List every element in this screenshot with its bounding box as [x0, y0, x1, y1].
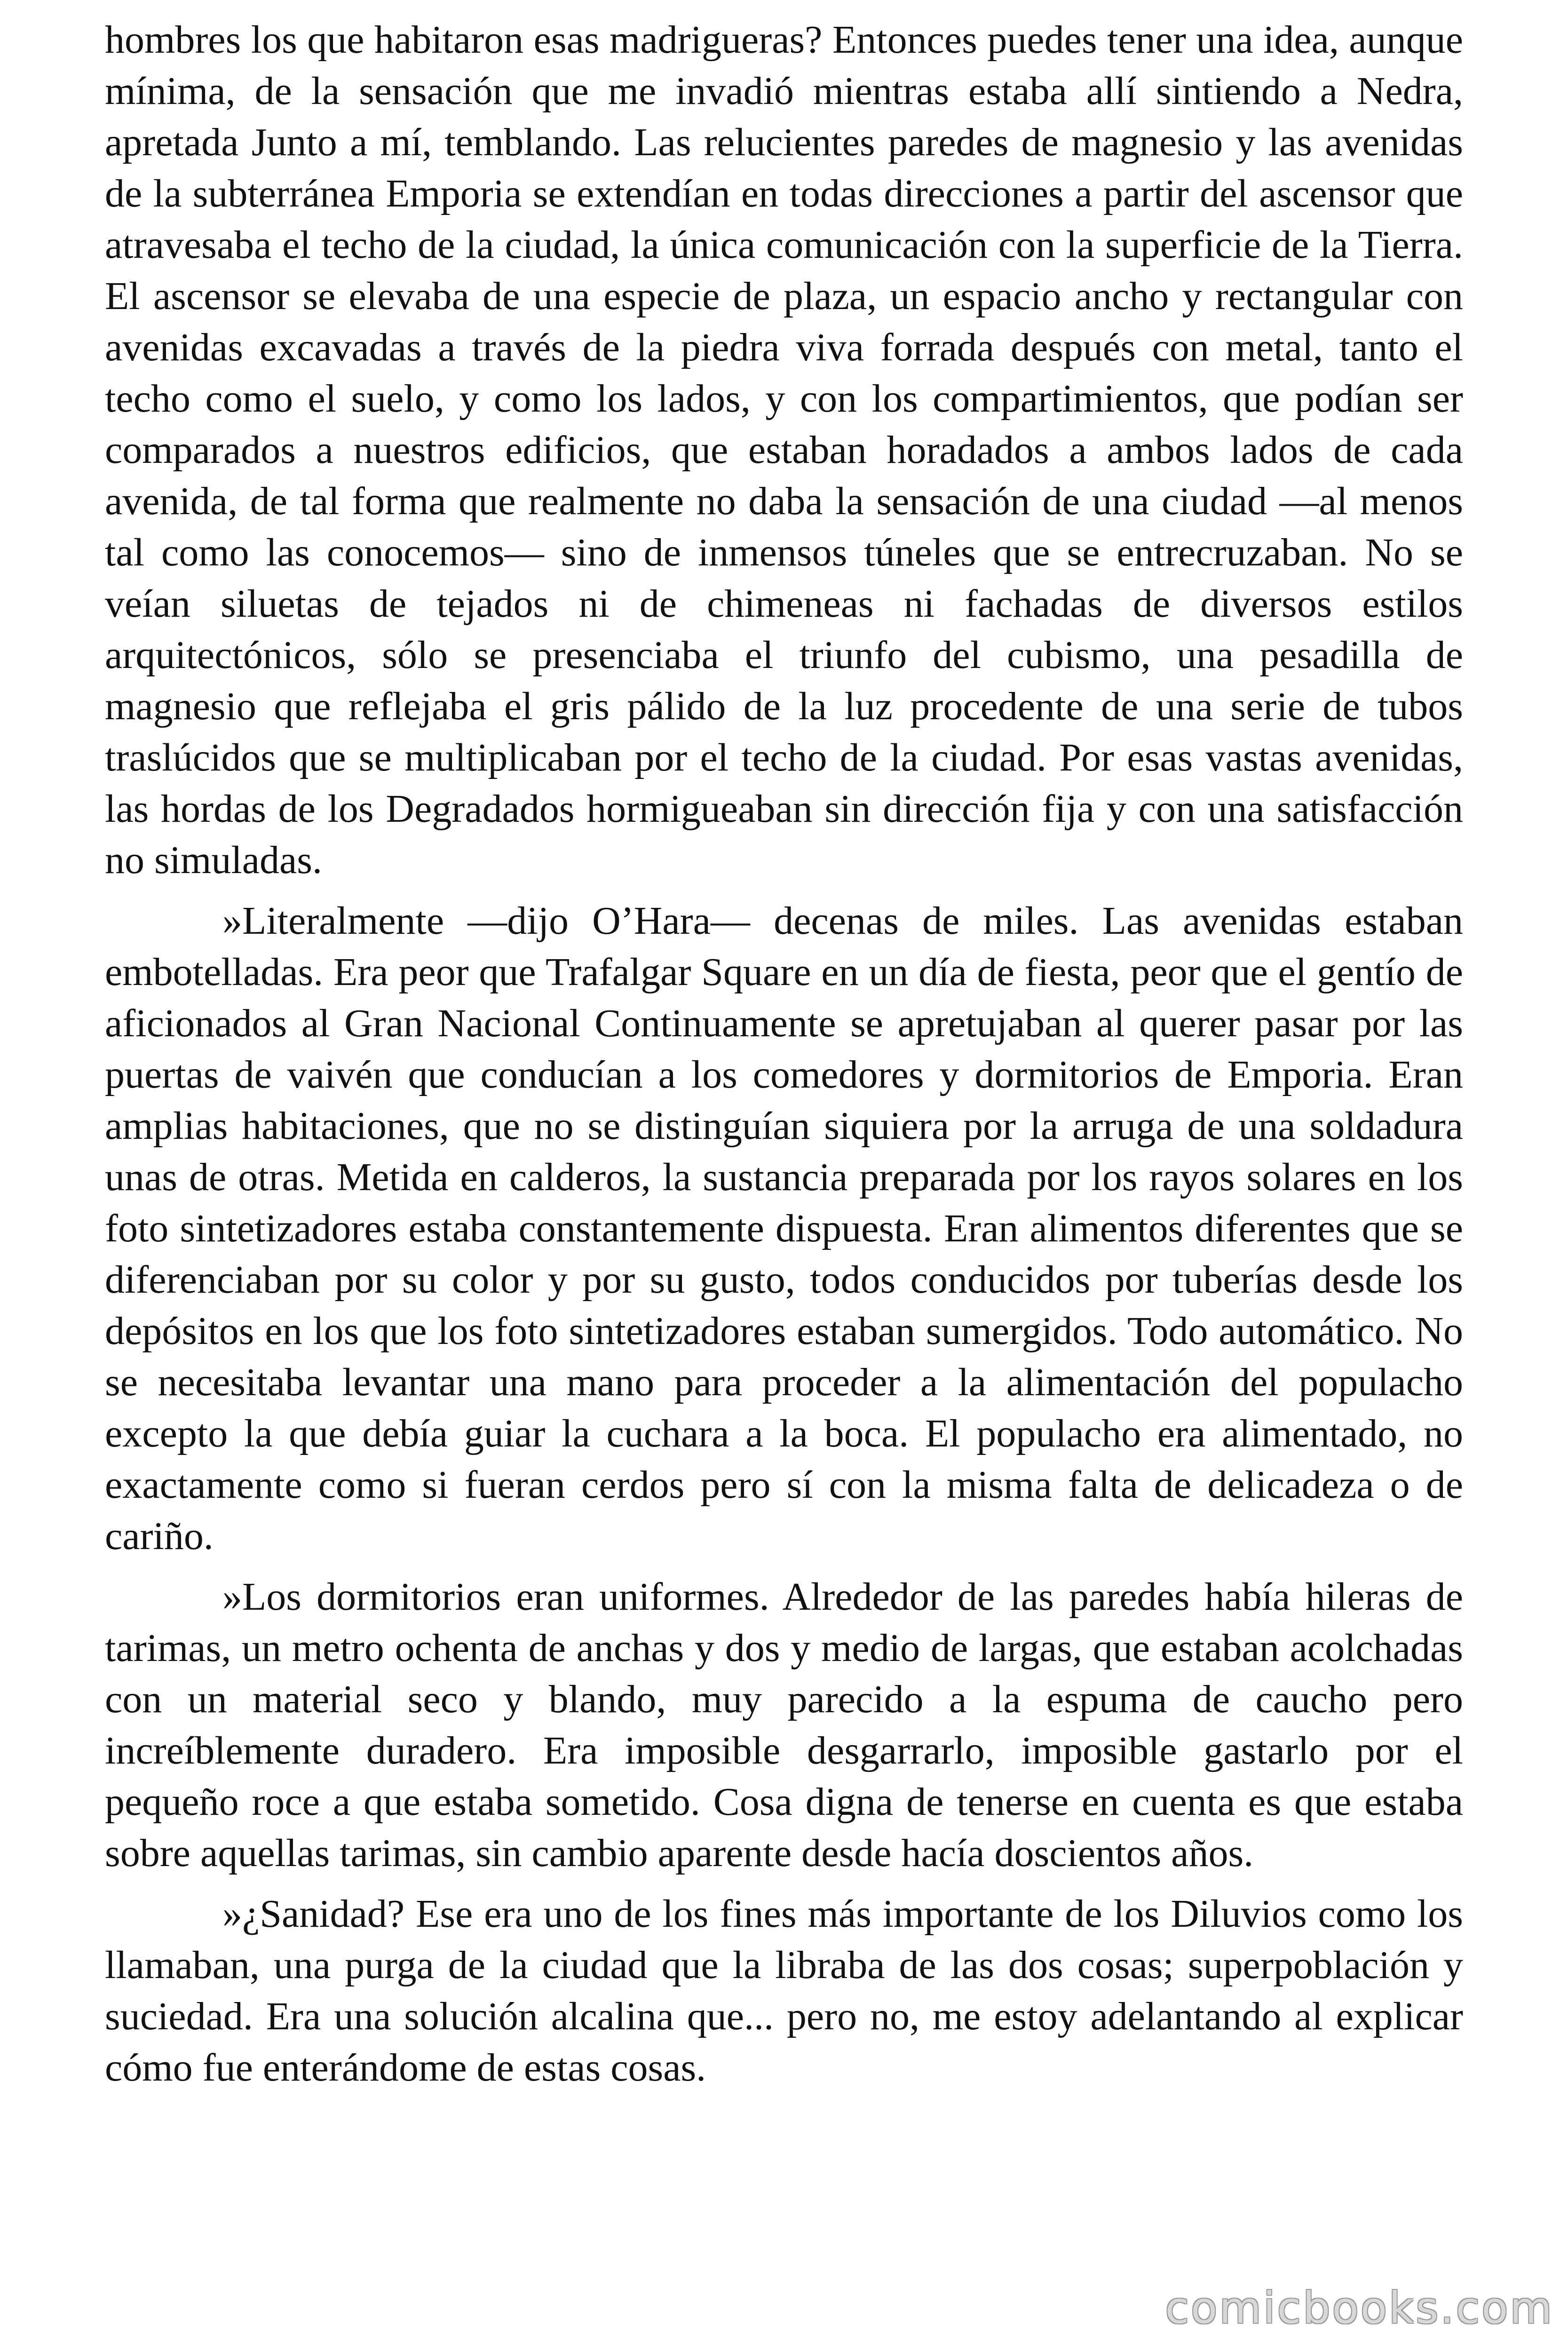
- paragraph-1: hombres los que habitaron esas madrigueras? Entonces puedes tener una idea, aunque mínima, de la sensación que me invadió mientras estaba allí sintiendo a Nedra, apretada Junto a mí, temblando. Las relucientes paredes de magnesio y las avenidas de la subterránea Emporia se extendían en todas direcciones a partir del ascensor que atravesaba el techo de la ciudad, la única comunicación con la superficie de la Tierra. El ascensor se elevaba de una especie de plaza, un espacio ancho y rectangular con avenidas excavadas a través de la piedra viva forrada después con metal, tanto el techo como el suelo, y como los lados, y con los compartimientos, que podían ser comparados a nuestros edificios, que estaban horadados a ambos lados de cada avenida, de tal forma que realmente no daba la sensación de una ciudad —al menos tal como las conocemos— sino de inmensos túneles que se entrecruzaban. No se veían siluetas de tejados ni de chimeneas ni fachadas de diversos estilos arquitectónicos, sólo se presenciaba el triunfo del cubismo, una pesadilla de magnesio que reflejaba el gris pálido de la luz procedente de una serie de tubos traslúcidos que se multiplicaban por el techo de la ciudad. Por esas vastas avenidas, las hordas de los Degradados hormigueaban sin dirección fija y con una satisfacción no simuladas.: [105, 18, 1463, 882]
- watermark-logo: comicbooks.com: [1165, 2283, 1554, 2333]
- paragraph-4: »¿Sanidad? Ese era uno de los fines más importante de los Diluvios como los llamaban, una purga de la ciudad que la libraba de las dos cosas; superpoblación y suciedad. Era una solución alcalina que... pero no, me estoy adelantando al explicar cómo fue enterándome de estas cosas.: [105, 1892, 1463, 2090]
- paragraph-2: »Literalmente —dijo O’Hara— decenas de miles. Las avenidas estaban embotelladas. Era peor que Trafalgar Square en un día de fiesta, peor que el gentío de aficionados al Gran Nacional Continuamente se apretujaban al querer pasar por las puertas de vaivén que conducían a los comedores y dormitorios de Emporia. Eran amplias habitaciones, que no se distinguían siquiera por la arruga de una soldadura unas de otras. Metida en calderos, la sustancia preparada por los rayos solares en los foto sintetizadores estaba constantemente dispuesta. Eran alimentos diferentes que se diferenciaban por su color y por su gusto, todos conducidos por tuberías desde los depósitos en los que los foto sintetizadores estaban sumergidos. Todo automático. No se necesitaba levantar una mano para proceder a la alimentación del populacho excepto la que debía guiar la cuchara a la boca. El populacho era alimentado, no exactamente como si fueran cerdos pero sí con la misma falta de delicadeza o de cariño.: [105, 899, 1463, 1558]
- book-page: [105, 14, 1463, 2338]
- paragraph-3: »Los dormitorios eran uniformes. Alrededor de las paredes había hileras de tarimas, un metro ochenta de anchas y dos y medio de largas, que estaban acolchadas con un material seco y blando, muy parecido a la espuma de caucho pero increíblemente duradero. Era imposible desgarrarlo, imposible gastarlo por el pequeño roce a que estaba sometido. Cosa digna de tenerse en cuenta es que estaba sobre aquellas tarimas, sin cambio aparente desde hacía doscientos años.: [105, 1575, 1463, 1875]
